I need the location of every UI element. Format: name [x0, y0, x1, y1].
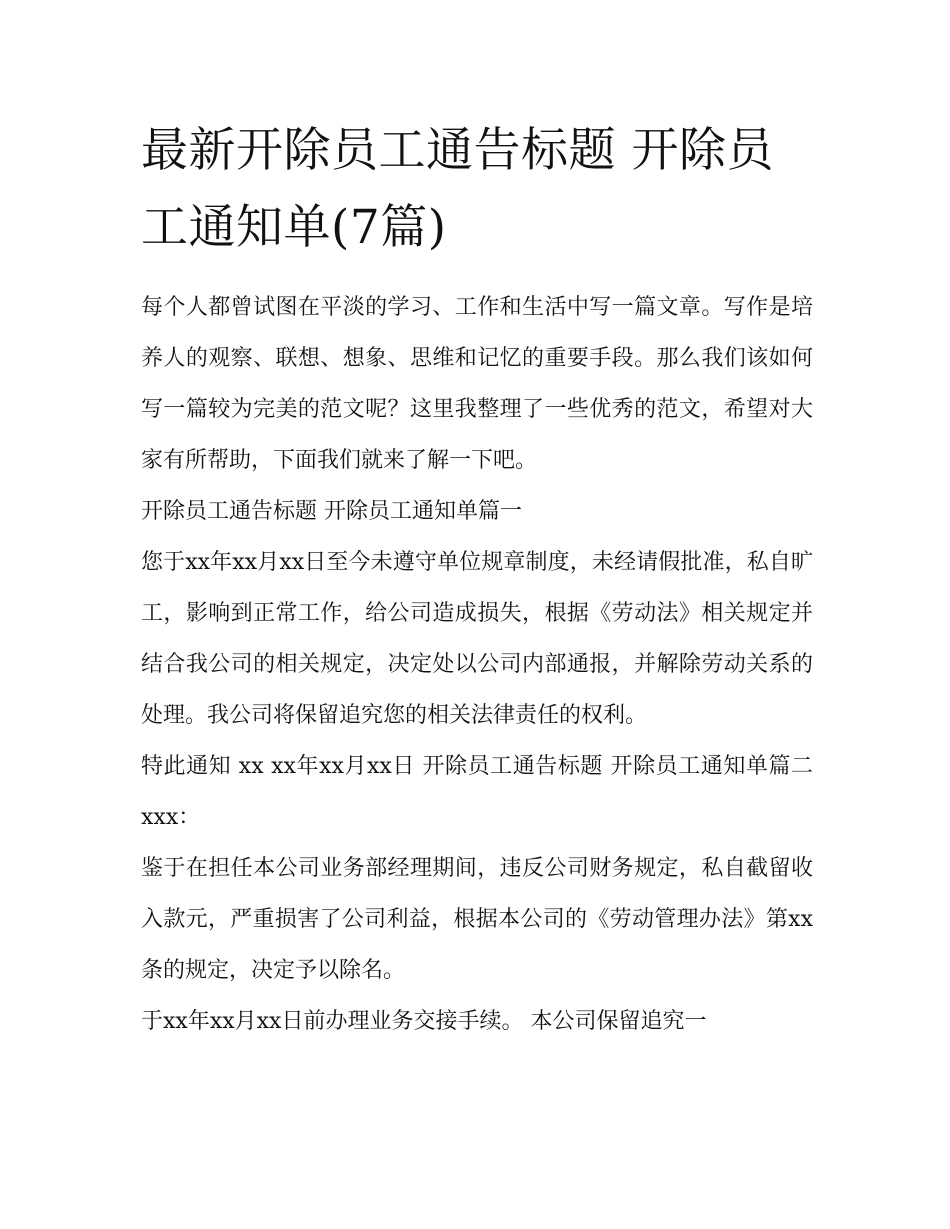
- document-body: [141, 112, 813, 1047]
- section-heading-1: 开除员工通告标题 开除员工通知单篇一: [141, 499, 522, 524]
- intro-paragraph: 每个人都曾试图在平淡的学习、工作和生活中写一篇文章。写作是培养人的观察、联想、想象、思维和记忆的重要手段。那么我们该如何写一篇较为完美的范文呢？这里我整理了一些优秀的范文，希望对大家有所帮助，下面我们就来了解一下吧。: [141, 295, 813, 473]
- document-title: 最新开除员工通告标题 开除员工通知单(7篇): [141, 123, 774, 255]
- notice-paragraph-1: 您于xx年xx月xx日至今未遵守单位规章制度，未经请假批准，私自旷工，影响到正常工作，给公司造成损失，根据《劳动法》相关规定并结合我公司的相关规定，决定处以公司内部通报，并解除劳动关系的处理。我公司将保留追究您的相关法律责任的权利。: [141, 550, 813, 728]
- handover-paragraph: 于xx年xx月xx日前办理业务交接手续。 本公司保留追究一: [141, 1009, 707, 1034]
- notice-paragraph-2: 鉴于在担任本公司业务部经理期间，违反公司财务规定，私自截留收入款元，严重损害了公司利益，根据本公司的《劳动管理办法》第xx条的规定，决定予以除名。: [141, 856, 813, 983]
- notice-closing-paragraph: 特此通知 xx xx年xx月xx日 开除员工通告标题 开除员工通知单篇二 xxx：: [141, 754, 813, 830]
